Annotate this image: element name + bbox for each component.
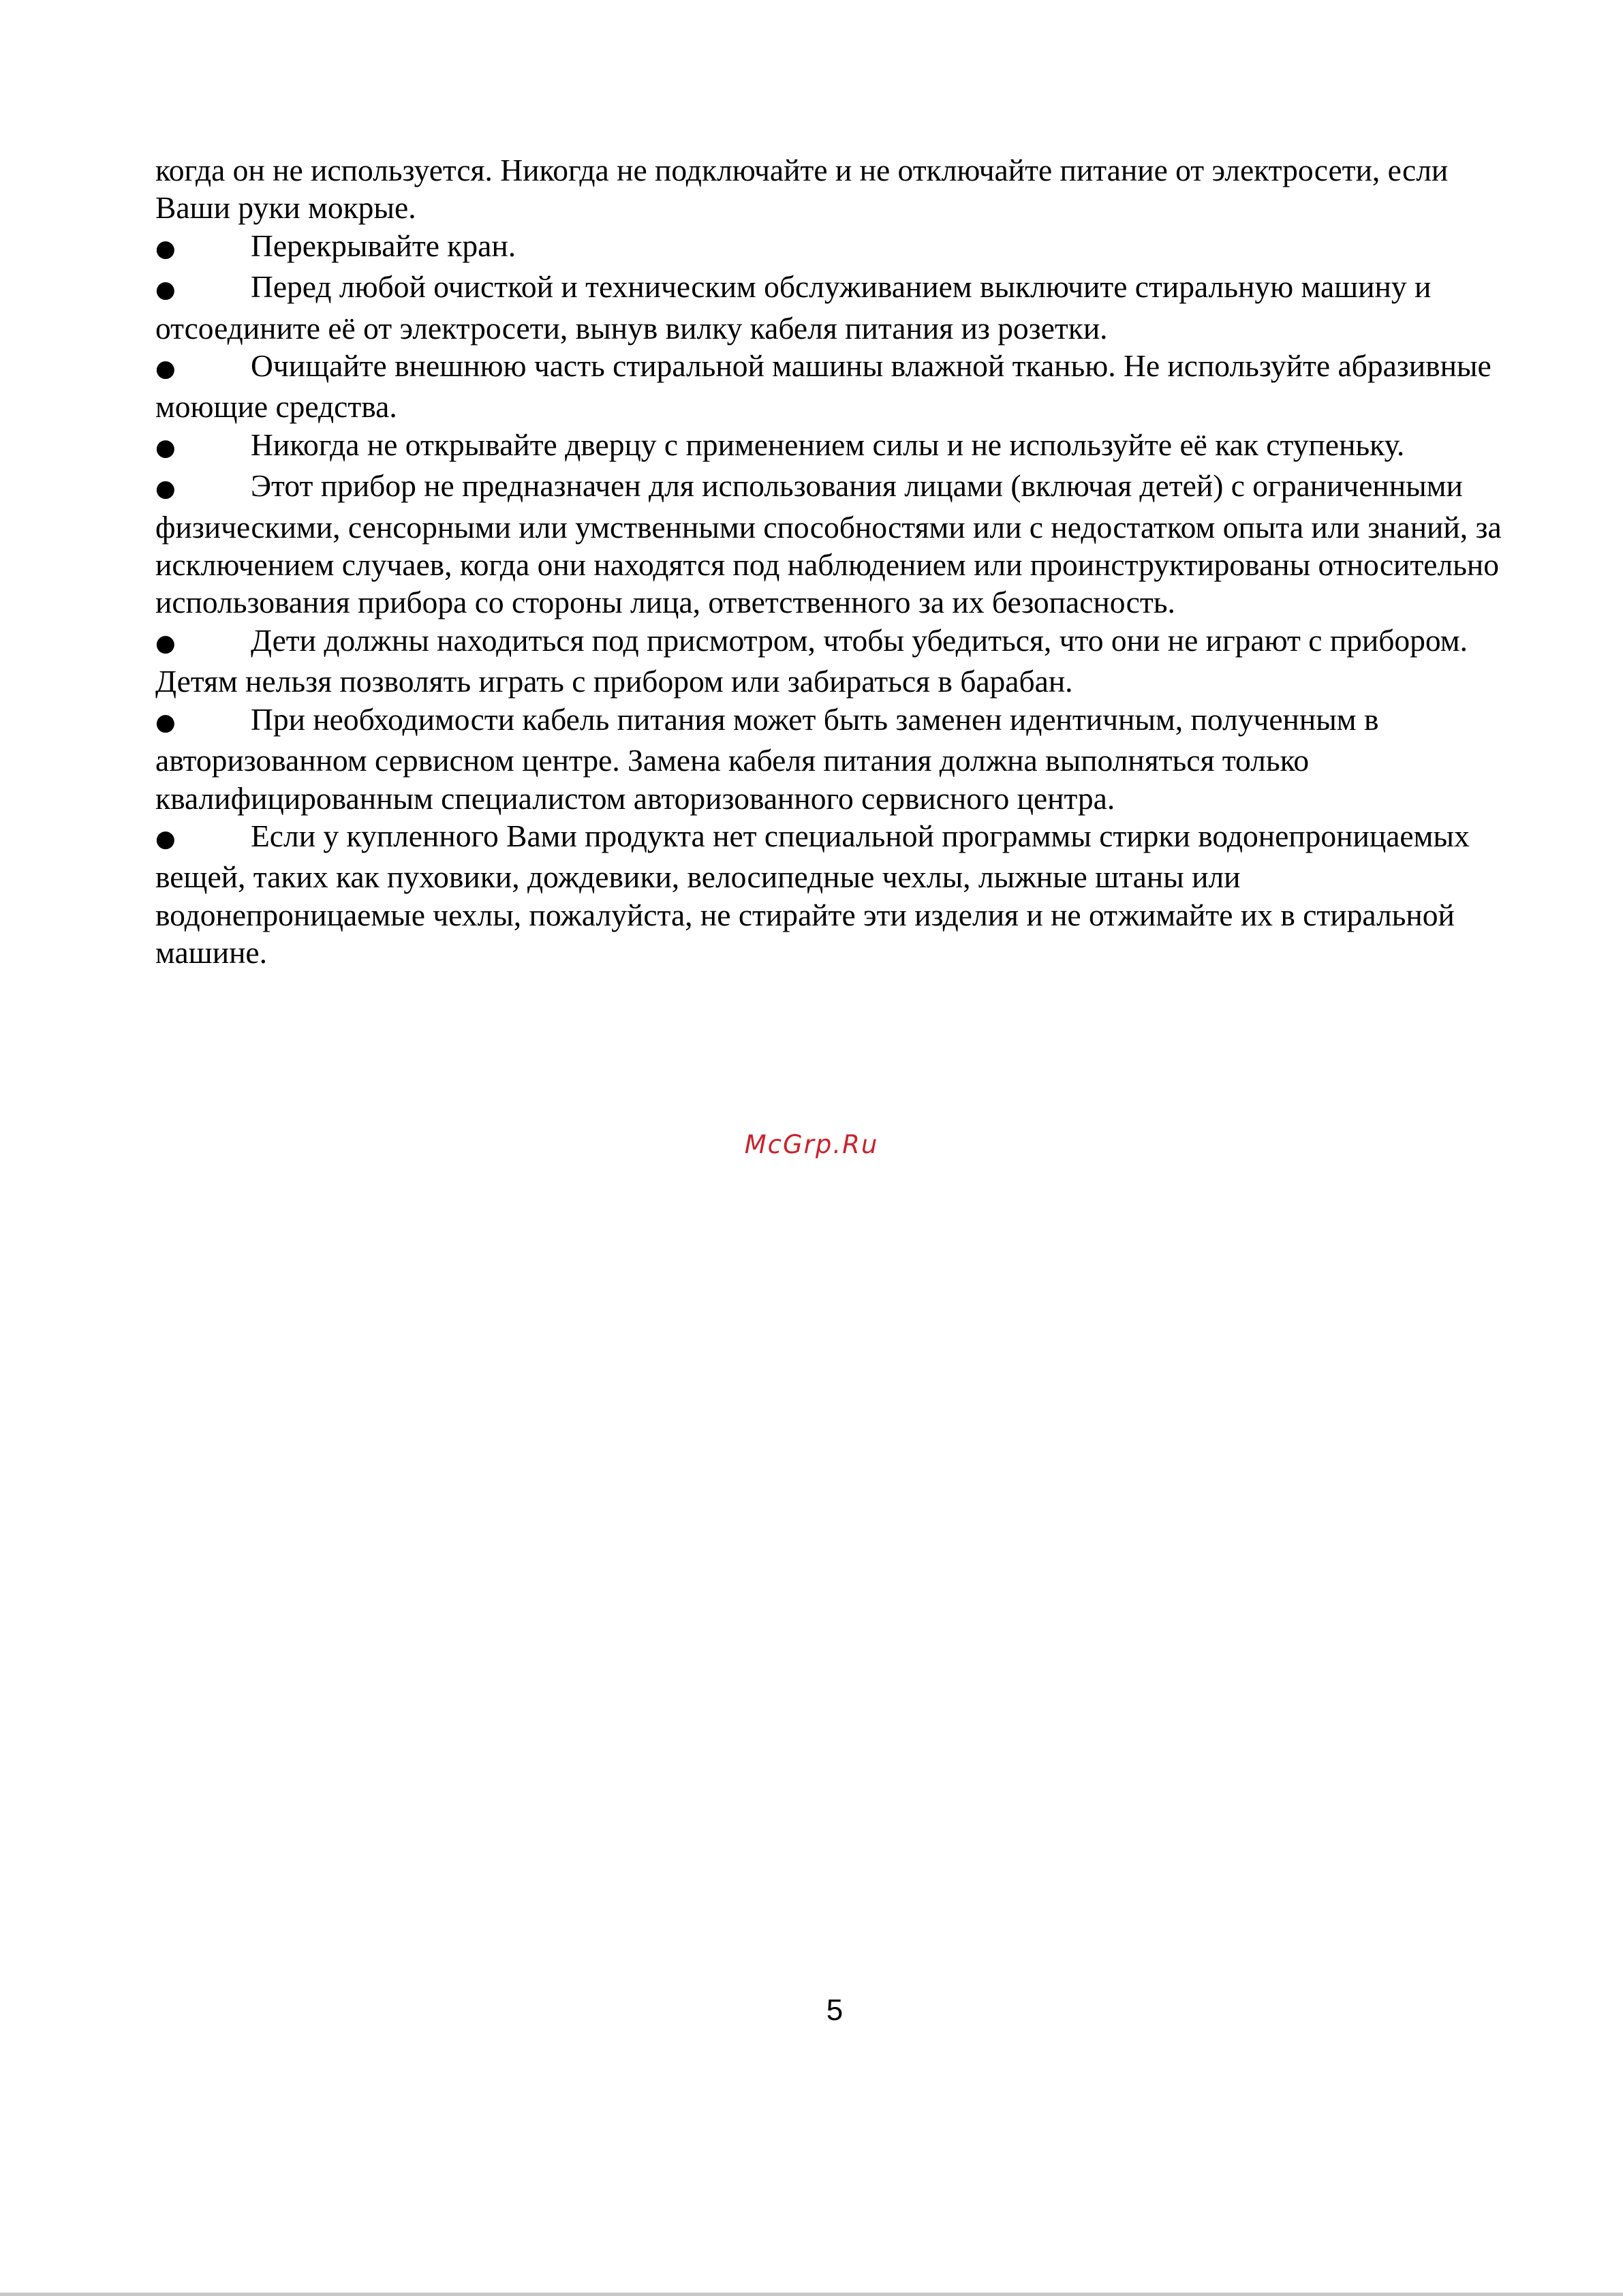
bullet-icon: ● [155, 629, 176, 657]
list-item [155, 227, 1511, 268]
list-item [155, 701, 1511, 817]
bullet-icon: ● [155, 355, 176, 383]
list-item-text: Дети должны находиться под присмотром, чтобы убедиться, что они не играют с прибором. Детям нельзя позволять играть с прибором или забираться в барабан. [155, 622, 1468, 699]
page-bottom-divider [0, 2293, 1623, 2296]
list-item-text: Перекрывайте кран. [251, 228, 516, 263]
bullet-icon: ● [155, 234, 176, 262]
bullet-icon: ● [155, 825, 176, 853]
list-item-text: При необходимости кабель питания может быть заменен идентичным, полученным в авторизованном сервисном центре. Замена кабеля питания должна выполняться только квалифицированным специалистом авторизованного сервисного центра. [155, 701, 1379, 816]
bullet-icon: ● [155, 276, 176, 304]
list-item-text: Если у купленного Вами продукта нет специальной программы стирки водонепроницаемых вещей, таких как пуховики, дождевики, велосипедные чехлы, лыжные штаны или водонепроницаемые чехлы, пожалуйста, не стирайте эти изделия и не отжимайте их в стиральной машине. [155, 818, 1470, 970]
intro-paragraph: когда он не используется. Никогда не подключайте и не отключайте питание от электросети, если Ваши руки мокрые. [155, 153, 1449, 226]
list-item [155, 467, 1511, 622]
list-item-text: Очищайте внешнюю часть стиральной машины влажной тканью. Не используйте абразивные моющие средства. [155, 348, 1491, 425]
page-number: 5 [826, 1993, 844, 2027]
list-item-text: Этот прибор не предназначен для использования лицами (включая детей) с ограниченными физическими, сенсорными или умственными способностями или с недостатком опыта или знаний, за исключением случаев, когда они находятся под наблюдением или проинструктированы относительно использования прибора со стороны лица, ответственного за их безопасность. [155, 468, 1502, 620]
list-item [155, 817, 1511, 972]
list-item-text: Перед любой очисткой и техническим обслуживанием выключите стиральную машину и отсоедините её от электросети, вынув вилку кабеля питания из розетки. [155, 269, 1432, 346]
page-body [155, 151, 1511, 972]
bullet-icon: ● [155, 475, 176, 503]
list-item-text: Никогда не открывайте дверцу с применением силы и не используйте её как ступеньку. [251, 427, 1405, 462]
list-item [155, 347, 1511, 426]
watermark-link[interactable]: McGrp.Ru [744, 1130, 879, 1159]
list-item [155, 622, 1511, 701]
list-item [155, 426, 1511, 467]
bullet-icon: ● [155, 433, 176, 461]
list-item [155, 268, 1511, 347]
bullet-icon: ● [155, 708, 176, 736]
